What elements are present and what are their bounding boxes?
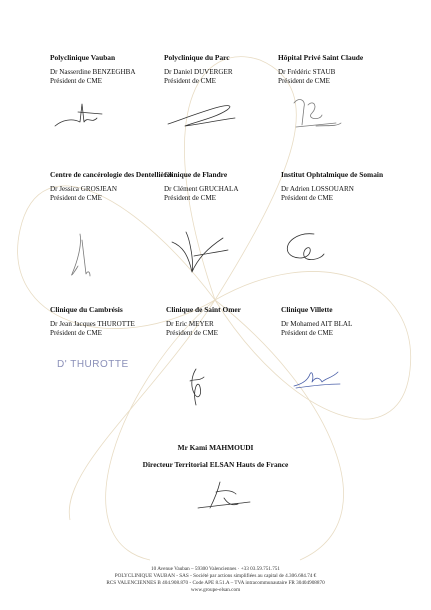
institution-name: Clinique du Cambrésis: [50, 305, 123, 314]
signatory-role: Président de CME: [164, 77, 217, 85]
signature-ait-blal: [290, 366, 345, 391]
signatory-block-dentellieres: [50, 170, 175, 204]
signatory-role: Président de CME: [164, 194, 217, 202]
footer-line-rcs: RCS VALENCIENNES B 404.908.870 - Code APE 8.51.A – TVA intracommunautaire FR 30404908870: [106, 580, 325, 586]
signatory-role: Président de CME: [281, 194, 334, 202]
signatory-name: Dr Frédéric STAUB: [278, 67, 336, 76]
institution-name: Polyclinique du Parc: [164, 53, 230, 62]
signatory-block-saint-omer: [166, 305, 291, 339]
signatory-name: Dr Clément GRUCHALA: [164, 184, 239, 193]
signatory-role: Président de CME: [281, 329, 334, 337]
signature-grosjean: [60, 230, 100, 280]
signatory-name: Dr Jessica GROSJEAN: [50, 184, 117, 193]
handwritten-thurotte: D' THUROTTE: [57, 359, 129, 370]
director-name: Mr Kami MAHMOUDI: [177, 443, 254, 452]
signature-lossouarn: [280, 230, 335, 270]
institution-name: Centre de cancérologie des Dentellières: [50, 170, 174, 179]
signature-duverger: [165, 100, 240, 130]
signatory-role: Président de CME: [278, 77, 331, 85]
signatory-role: Président de CME: [50, 329, 103, 337]
institution-name: Polyclinique Vauban: [50, 53, 116, 62]
signature-staub: [286, 93, 346, 133]
signatory-name: Dr Jean Jacques THUROTTE: [50, 319, 135, 328]
signatory-block-flandre: [164, 170, 289, 204]
signature-benzeghba: [52, 98, 107, 133]
signatory-block-saint-claude: [278, 53, 403, 87]
signatory-block-somain: [281, 170, 406, 204]
signatory-name: Dr Mohamed AIT BLAL: [281, 319, 353, 328]
signature-thurotte: [55, 352, 150, 374]
signatory-role: Président de CME: [166, 329, 219, 337]
institution-name: Hôpital Privé Saint Claude: [278, 53, 364, 62]
footer-website-link[interactable]: www.groupe-elsan.com: [190, 587, 241, 593]
signatory-block-parc: [164, 53, 289, 87]
signatory-name: Dr Adrien LOSSOUARN: [281, 184, 354, 193]
signature-mahmoudi: [188, 478, 258, 513]
director-title: Directeur Territorial ELSAN Hauts de France: [142, 460, 289, 469]
institution-name: Clinique de Saint Omer: [166, 305, 241, 314]
footer-line-address: 10 Avenue Vauban – 59300 Valenciennes · +33 03.59.751.751: [151, 566, 280, 572]
signatory-role: Président de CME: [50, 194, 103, 202]
institution-name: Clinique Villette: [281, 305, 333, 314]
signatory-block-cambresis: [50, 305, 175, 339]
signatory-block-vauban: [50, 53, 175, 87]
signatory-name: Dr Daniel DUVERGER: [164, 67, 233, 76]
signatory-name: Dr Eric MEYER: [166, 319, 214, 328]
footer-address: [0, 566, 431, 594]
signatory-block-villette: [281, 305, 406, 339]
signature-meyer: [182, 365, 212, 410]
institution-name: Institut Ophtalmique de Somain: [281, 170, 384, 179]
institution-name: Clinique de Flandre: [164, 170, 228, 179]
footer-line-company: POLYCLINIQUE VAUBAN - SAS - Société par actions simplifiées au capital de 4.306.684.74 €: [114, 573, 317, 579]
signatory-name: Dr Nasserdine BENZEGHBA: [50, 67, 136, 76]
signatory-role: Président de CME: [50, 77, 103, 85]
signature-gruchala: [168, 228, 233, 278]
